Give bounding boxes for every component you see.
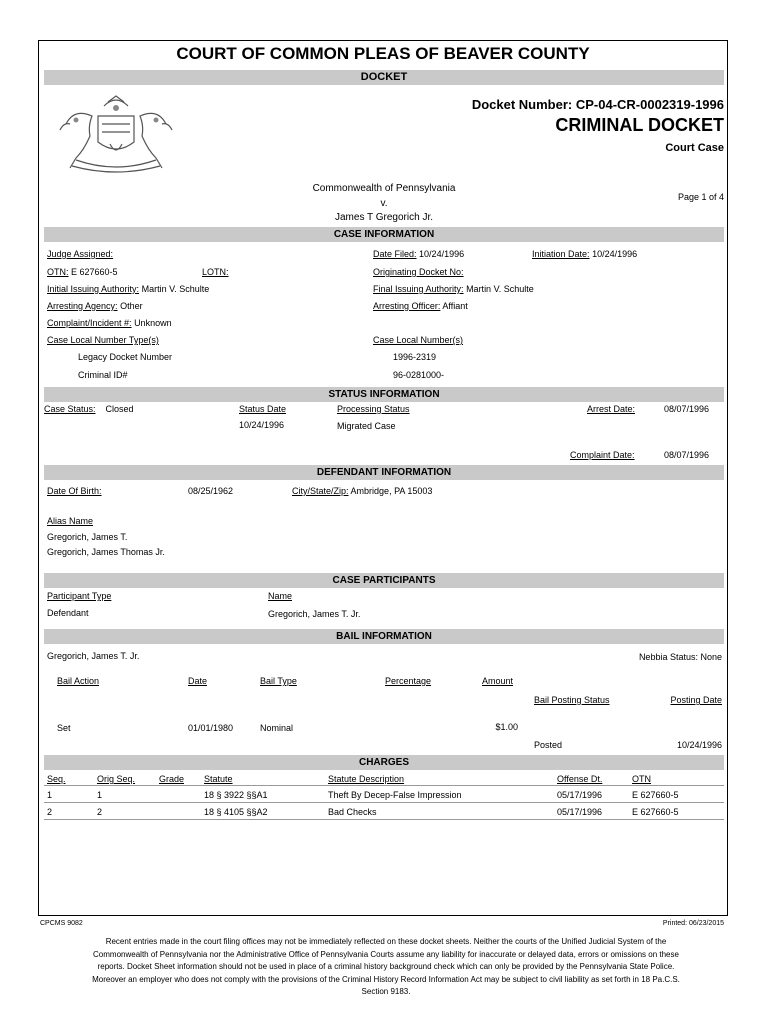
complaint-date-label: Complaint Date: (570, 450, 635, 460)
local-type-row: Criminal ID# (78, 370, 128, 380)
dob-label: Date Of Birth: (47, 486, 102, 496)
judge-label: Judge Assigned: (47, 249, 114, 259)
bail-amount: $1.00 (495, 722, 518, 732)
charge-description: Theft By Decep-False Impression (328, 790, 462, 800)
charge-offense-date: 05/17/1996 (557, 790, 603, 800)
bail-date-label: Date (188, 676, 208, 686)
charge-orig-seq: 2 (97, 807, 103, 817)
nebbia-status: Nebbia Status: None (638, 652, 722, 662)
charge-row-divider (44, 802, 724, 803)
disclaimer: Recent entries made in the court filing offices may not be immediately reflected on these docket sheets. Neither the courts of the Unified Judicial System of the Commonwealth of Pennsylvania nor the Administrative Office of Pennsylvania Courts assume any liability for inaccurate or delayed data, errors or omissions on these reports. Docket Sheet information should not be used in place of a criminal history background check which can only be provided by the Pennsylvania State Police. Moreover an employer who does not comply with the provisions of the Criminal History Record Information Act may be subject to civil liability as set forth in 18 Pa.C.S. Section 9183. (92, 937, 680, 996)
court-title: COURT OF COMMON PLEAS OF BEAVER COUNTY (176, 44, 590, 63)
status-information-header: STATUS INFORMATION (44, 387, 724, 402)
initial-issuing-authority: Initial Issuing Authority: Martin V. Schulte (47, 284, 210, 294)
local-number-type-label: Case Local Number Type(s) (47, 335, 159, 345)
case-information-header: CASE INFORMATION (44, 227, 724, 242)
charge-statute: 18 § 3922 §§A1 (204, 790, 268, 800)
local-number-row: 96-0281000- (393, 370, 445, 380)
bail-person: Gregorich, James T. Jr. (47, 651, 140, 661)
participant-type: Defendant (47, 608, 89, 618)
local-number-row: 1996-2319 (393, 352, 437, 362)
processing-status-label: Processing Status (337, 404, 410, 414)
bail-percentage-label: Percentage (385, 676, 432, 686)
charge-offense-date: 05/17/1996 (557, 807, 603, 817)
defendant-information-header: DEFENDANT INFORMATION (44, 465, 724, 480)
participant-name: Gregorich, James T. Jr. (268, 609, 361, 619)
bail-posting-date: 10/24/1996 (676, 740, 722, 750)
initiation-date: Initiation Date: 10/24/1996 (532, 249, 638, 259)
docket-type: CRIMINAL DOCKET (555, 115, 724, 135)
processing-status: Migrated Case (337, 421, 396, 431)
pennsylvania-seal-icon (46, 94, 186, 176)
charge-offense-date-label: Offense Dt. (557, 774, 603, 784)
bail-action: Set (57, 723, 71, 733)
bail-posting-status-label: Bail Posting Status (534, 695, 610, 705)
status-date-label: Status Date (239, 404, 287, 414)
bail-type: Nominal (260, 723, 294, 733)
alias-name: Gregorich, James Thomas Jr. (47, 547, 165, 557)
printed-date: Printed: 06/23/2015 (662, 920, 724, 927)
charge-description-label: Statute Description (328, 774, 405, 784)
otn-field: OTN: E 627660-5 (47, 267, 118, 277)
charge-otn-label: OTN (632, 774, 651, 784)
page-label: Page 1 of 4 (677, 192, 724, 202)
status-date: 10/24/1996 (239, 420, 285, 430)
date-filed: Date Filed: 10/24/1996 (373, 249, 465, 259)
arresting-officer: Arresting Officer: Affiant (373, 301, 468, 311)
docket-number: Docket Number: CP-04-CR-0002319-1996 (471, 97, 724, 112)
charge-otn: E 627660-5 (632, 790, 679, 800)
participant-type-label: Participant Type (47, 591, 112, 601)
charge-description: Bad Checks (328, 807, 377, 817)
charge-seq: 1 (47, 790, 53, 800)
charge-row-divider (44, 819, 724, 820)
arrest-date-label: Arrest Date: (587, 404, 636, 414)
dob: 08/25/1962 (188, 486, 234, 496)
charge-otn: E 627660-5 (632, 807, 679, 817)
docket-bar: DOCKET (44, 70, 724, 85)
charge-grade-label: Grade (159, 774, 185, 784)
complaint-incident: Complaint/Incident #: Unknown (47, 318, 172, 328)
charges-divider (44, 785, 724, 786)
final-issuing-authority: Final Issuing Authority: Martin V. Schulte (373, 284, 534, 294)
bail-amount-label: Amount (482, 676, 514, 686)
case-participants-header: CASE PARTICIPANTS (44, 573, 724, 588)
caption-defendant: James T Gregorich Jr. (335, 212, 433, 223)
bail-information-header: BAIL INFORMATION (44, 629, 724, 644)
form-id: CPCMS 9082 (40, 920, 83, 927)
local-type-row: Legacy Docket Number (78, 352, 173, 362)
caption-plaintiff: Commonwealth of Pennsylvania (312, 183, 456, 194)
bail-action-label: Bail Action (57, 676, 100, 686)
arrest-date: 08/07/1996 (664, 404, 710, 414)
charges-header: CHARGES (44, 755, 724, 770)
city-state-zip: City/State/Zip: Ambridge, PA 15003 (292, 486, 433, 496)
lotn-label: LOTN: (202, 267, 229, 277)
case-status: Case Status: Closed (44, 404, 134, 414)
originating-docket-label: Originating Docket No: (373, 267, 464, 277)
charge-statute-label: Statute (204, 774, 233, 784)
bail-posting-date-label: Posting Date (670, 695, 722, 705)
caption-versus: v. (380, 197, 388, 209)
alias-label: Alias Name (47, 516, 94, 526)
charge-orig-seq-label: Orig Seq. (97, 774, 136, 784)
case-kind: Court Case (665, 142, 724, 154)
complaint-date: 08/07/1996 (664, 450, 710, 460)
arresting-agency: Arresting Agency: Other (47, 301, 143, 311)
charge-statute: 18 § 4105 §§A2 (204, 807, 268, 817)
charge-orig-seq: 1 (97, 790, 103, 800)
local-number-label: Case Local Number(s) (373, 335, 464, 345)
case-caption (300, 182, 468, 226)
participant-name-label: Name (268, 591, 293, 601)
alias-name: Gregorich, James T. (47, 532, 128, 542)
bail-date: 01/01/1980 (188, 723, 234, 733)
charge-seq-label: Seq. (47, 774, 66, 784)
bail-type-label: Bail Type (260, 676, 297, 686)
charge-seq: 2 (47, 807, 53, 817)
bail-posting-status: Posted (534, 740, 563, 750)
